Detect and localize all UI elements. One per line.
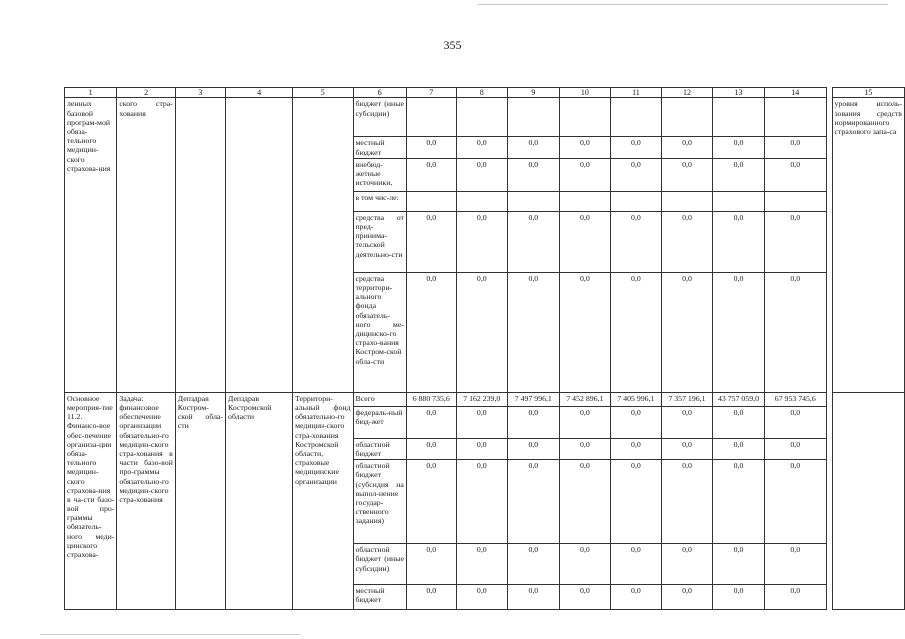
funding-source-cell: внебюд-жетные источники,: [353, 158, 406, 191]
funding-source-cell: местный бюджет: [353, 585, 406, 610]
value-cell-col9: 0,0: [508, 211, 560, 272]
value-cell-col14: 0,0: [764, 438, 826, 459]
value-cell-col11: [611, 98, 662, 137]
value-cell-col10: 0,0: [559, 272, 611, 392]
value-cell-col7: [406, 98, 456, 137]
value-cell-col9: [508, 191, 560, 211]
value-cell-col11: 0,0: [611, 544, 662, 585]
value-cell-col8: 0,0: [456, 406, 508, 438]
value-cell-col7: 0,0: [406, 585, 456, 610]
value-cell-col11: 0,0: [611, 211, 662, 272]
value-cell-col10: 0,0: [559, 585, 611, 610]
header-cell-13: 13: [713, 88, 765, 98]
value-cell-col9: 0,0: [508, 585, 560, 610]
value-cell-col7: 0,0: [406, 272, 456, 392]
value-cell-col8: 0,0: [456, 137, 508, 158]
value-cell-col12: [661, 98, 713, 137]
value-cell-col13: 0,0: [713, 211, 765, 272]
value-cell-col7: 0,0: [406, 158, 456, 191]
header-cell-7: 7: [406, 88, 456, 98]
value-cell-col10: 0,0: [559, 137, 611, 158]
value-cell-col14: 0,0: [764, 460, 826, 544]
task-cell: Задача: финансовое обеспечение организации обязательно-го медицин-ского стра-хования в части базо-вой про-граммы обязательно-го медицин-ского стра-хования: [117, 392, 175, 609]
value-cell-col10: [559, 98, 611, 137]
value-cell-col14: [764, 191, 826, 211]
value-cell-col11: 0,0: [611, 585, 662, 610]
value-cell-col14: 0,0: [764, 137, 826, 158]
value-cell-col13: 0,0: [713, 406, 765, 438]
funding-source-cell: областной бюджет: [353, 438, 406, 459]
value-cell-col13: 0,0: [713, 438, 765, 459]
value-cell-col12: 0,0: [661, 460, 713, 544]
scan-artifact-top: [478, 4, 888, 5]
value-cell-col11: 0,0: [611, 272, 662, 392]
col5-cell: [293, 98, 353, 392]
value-cell-col13: 0,0: [713, 137, 765, 158]
value-cell-col13: 43 757 059,0: [713, 392, 765, 406]
value-cell-col10: [559, 191, 611, 211]
value-cell-col12: 0,0: [661, 272, 713, 392]
value-cell-col9: 0,0: [508, 137, 560, 158]
value-cell-col13: [713, 98, 765, 137]
value-cell-col7: 0,0: [406, 544, 456, 585]
header-cell-15: 15: [832, 88, 904, 98]
value-cell-col14: 67 953 745,6: [764, 392, 826, 406]
header-cell-11: 11: [611, 88, 662, 98]
header-cell-8: 8: [456, 88, 508, 98]
value-cell-col9: 0,0: [508, 438, 560, 459]
value-cell-col11: 0,0: [611, 158, 662, 191]
value-cell-col14: 0,0: [764, 211, 826, 272]
header-cell-5: 5: [293, 88, 353, 98]
funding-source-cell: Всего: [353, 392, 406, 406]
funding-source-cell: областной бюджет (субсидия на выпол-нение государ-ственного задания): [353, 460, 406, 544]
value-cell-col14: 0,0: [764, 406, 826, 438]
value-cell-col9: 7 497 996,1: [508, 392, 560, 406]
indicator-cell-empty: [832, 392, 904, 609]
value-cell-col10: 0,0: [559, 460, 611, 544]
value-cell-col12: 0,0: [661, 438, 713, 459]
value-cell-col11: 7 405 996,1: [611, 392, 662, 406]
value-cell-col10: 0,0: [559, 158, 611, 191]
budget-table-container: [64, 87, 905, 610]
value-cell-col14: 0,0: [764, 544, 826, 585]
header-cell-3: 3: [175, 88, 225, 98]
scan-artifact-bottom: [40, 634, 300, 635]
budget-table: [64, 87, 905, 610]
value-cell-col7: 0,0: [406, 460, 456, 544]
value-cell-col12: 0,0: [661, 406, 713, 438]
value-cell-col12: 0,0: [661, 137, 713, 158]
value-cell-col11: 0,0: [611, 406, 662, 438]
value-cell-col14: [764, 98, 826, 137]
indicator-cell: уровня исполь-зования средств нормированного страхового запа-са: [832, 98, 904, 392]
header-cell-12: 12: [661, 88, 713, 98]
value-cell-col10: 7 452 896,1: [559, 392, 611, 406]
header-cell-2: 2: [117, 88, 175, 98]
value-cell-col12: 7 357 196,1: [661, 392, 713, 406]
value-cell-col12: 0,0: [661, 158, 713, 191]
value-cell-col13: 0,0: [713, 585, 765, 610]
header-cell-14: 14: [764, 88, 826, 98]
value-cell-col8: 0,0: [456, 272, 508, 392]
header-cell-4: 4: [226, 88, 293, 98]
value-cell-col11: [611, 191, 662, 211]
funding-source-cell: бюджет (иные субсидии): [353, 98, 406, 137]
block2-row: [65, 392, 905, 406]
value-cell-col14: 0,0: [764, 585, 826, 610]
value-cell-col13: [713, 191, 765, 211]
value-cell-col9: [508, 98, 560, 137]
value-cell-col12: [661, 191, 713, 211]
funding-source-cell: в том чис-ле:: [353, 191, 406, 211]
value-cell-col13: 0,0: [713, 272, 765, 392]
value-cell-col9: 0,0: [508, 406, 560, 438]
value-cell-col14: 0,0: [764, 272, 826, 392]
header-row: [65, 88, 905, 98]
value-cell-col8: 0,0: [456, 438, 508, 459]
value-cell-col8: 0,0: [456, 158, 508, 191]
value-cell-col9: 0,0: [508, 460, 560, 544]
value-cell-col12: 0,0: [661, 211, 713, 272]
task-cell: ского стра-хования: [117, 98, 175, 392]
value-cell-col11: 0,0: [611, 438, 662, 459]
value-cell-col13: 0,0: [713, 544, 765, 585]
funding-source-cell: местный бюджет: [353, 137, 406, 158]
value-cell-col8: 7 162 239,0: [456, 392, 508, 406]
value-cell-col7: [406, 191, 456, 211]
value-cell-col7: 0,0: [406, 137, 456, 158]
block1-row: [65, 98, 905, 137]
value-cell-col13: 0,0: [713, 158, 765, 191]
header-cell-1: 1: [65, 88, 117, 98]
value-cell-col8: 0,0: [456, 211, 508, 272]
value-cell-col8: 0,0: [456, 544, 508, 585]
header-cell-9: 9: [508, 88, 560, 98]
value-cell-col10: 0,0: [559, 438, 611, 459]
responsible-cell: Депздрав Костром-ской обла-сти: [175, 392, 225, 609]
value-cell-col10: 0,0: [559, 544, 611, 585]
value-cell-col11: 0,0: [611, 137, 662, 158]
value-cell-col11: 0,0: [611, 460, 662, 544]
header-cell-10: 10: [559, 88, 611, 98]
value-cell-col14: 0,0: [764, 158, 826, 191]
col4-cell: [226, 98, 293, 392]
funding-source-cell: средства от пред-принима-тельской деятельно-сти: [353, 211, 406, 272]
coexecutor-cell: Депздрав Костромской области: [226, 392, 293, 609]
value-cell-col7: 0,0: [406, 438, 456, 459]
participants-cell: Территори-альный фонд обязательно-го медицин-ского стра-хования Костромской области, страховые медицинские организации: [293, 392, 353, 609]
value-cell-col9: 0,0: [508, 158, 560, 191]
funding-source-cell: областной бюджет (иные субсидии): [353, 544, 406, 585]
funding-source-cell: федераль-ный бюд-жет: [353, 406, 406, 438]
value-cell-col13: 0,0: [713, 460, 765, 544]
value-cell-col7: 0,0: [406, 211, 456, 272]
value-cell-col7: 6 880 735,6: [406, 392, 456, 406]
value-cell-col12: 0,0: [661, 544, 713, 585]
header-cell-6: 6: [353, 88, 406, 98]
value-cell-col8: 0,0: [456, 460, 508, 544]
value-cell-col9: 0,0: [508, 544, 560, 585]
col3-cell: [175, 98, 225, 392]
value-cell-col8: 0,0: [456, 585, 508, 610]
value-cell-col10: 0,0: [559, 211, 611, 272]
value-cell-col9: 0,0: [508, 272, 560, 392]
funding-source-cell: средства территори-ального фонда обязатель-ного ме-дицинско-го страхо-вания Костром-ской обла-сти: [353, 272, 406, 392]
activity-name-cell: Основное мероприя-тие 11.2. Финансо-вое обес-печение организа-ции обяза-тельного медицин-ского страхова-ния в ча-сти базо-вой про-граммы обязатель-ного меди-цинского страхова-: [65, 392, 117, 609]
value-cell-col12: 0,0: [661, 585, 713, 610]
activity-name-cell: ленных базовой програм-мой обяза-тельного медицин-ского страхова-ния: [65, 98, 117, 392]
value-cell-col7: 0,0: [406, 406, 456, 438]
value-cell-col8: [456, 98, 508, 137]
value-cell-col8: [456, 191, 508, 211]
page-number: 355: [443, 38, 462, 52]
value-cell-col10: 0,0: [559, 406, 611, 438]
